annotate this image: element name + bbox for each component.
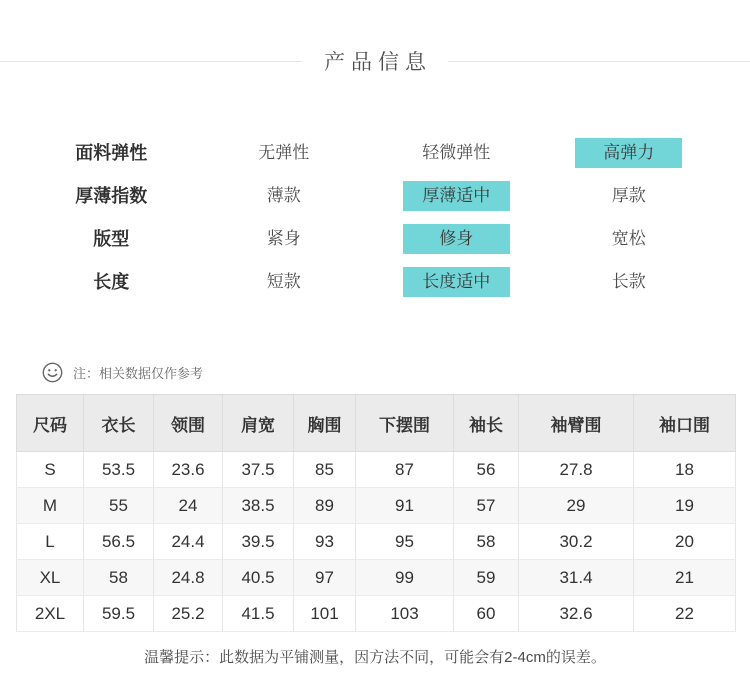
attribute-option <box>198 181 371 211</box>
size-table-header-cell: 袖臂围 <box>519 395 634 452</box>
size-table-cell: 18 <box>634 452 736 488</box>
attribute-option-text: 薄款 <box>266 186 301 205</box>
size-table-row <box>17 524 736 560</box>
size-table-cell: 60 <box>454 596 519 632</box>
attribute-option-selected <box>370 224 543 254</box>
attribute-label: 长度 <box>93 272 130 292</box>
size-table-cell: 24 <box>154 488 223 524</box>
attribute-label: 厚薄指数 <box>75 186 148 206</box>
size-table-cell: 58 <box>84 560 154 596</box>
attribute-option-text: 厚款 <box>611 186 646 205</box>
size-table-cell: 37.5 <box>223 452 294 488</box>
section-title: 产品信息 <box>324 51 432 74</box>
size-table-cell: 93 <box>294 524 356 560</box>
size-table-cell: 87 <box>356 452 454 488</box>
size-table-cell: 38.5 <box>223 488 294 524</box>
size-table-row <box>17 596 736 632</box>
size-table-cell: M <box>17 488 84 524</box>
size-table-cell: 58 <box>454 524 519 560</box>
attribute-row <box>25 181 715 211</box>
size-table-cell: 40.5 <box>223 560 294 596</box>
size-table-row <box>17 560 736 596</box>
size-table <box>16 394 736 632</box>
size-table-cell: 30.2 <box>519 524 634 560</box>
size-table-header-cell: 领围 <box>154 395 223 452</box>
title-line-left <box>0 61 302 62</box>
size-table-header-cell: 肩宽 <box>223 395 294 452</box>
size-table-cell: 103 <box>356 596 454 632</box>
size-table-cell: 101 <box>294 596 356 632</box>
size-table-cell: 19 <box>634 488 736 524</box>
attribute-option-text: 高弹力 <box>575 138 682 168</box>
smiley-icon <box>42 362 63 383</box>
size-table-cell: 2XL <box>17 596 84 632</box>
reference-note <box>42 362 750 383</box>
attribute-option-text: 长款 <box>611 272 646 291</box>
size-table-cell: S <box>17 452 84 488</box>
measurement-tip: 温馨提示：此数据为平铺测量，因方法不同，可能会有2-4cm的误差。 <box>144 649 606 666</box>
size-table-header-cell: 胸围 <box>294 395 356 452</box>
attribute-option-text: 厚薄适中 <box>403 181 510 211</box>
size-table-cell: 41.5 <box>223 596 294 632</box>
attribute-option-text: 修身 <box>403 224 510 254</box>
attribute-row <box>25 267 715 297</box>
size-table-cell: 56.5 <box>84 524 154 560</box>
attribute-label: 版型 <box>93 229 130 249</box>
attribute-option-text: 无弹性 <box>258 143 310 162</box>
attribute-option <box>543 181 716 211</box>
size-table-cell: 59.5 <box>84 596 154 632</box>
size-table-cell: 23.6 <box>154 452 223 488</box>
size-table-cell: 39.5 <box>223 524 294 560</box>
size-table-cell: 29 <box>519 488 634 524</box>
size-table-cell: 99 <box>356 560 454 596</box>
title-line-right <box>448 61 750 62</box>
attribute-option <box>198 138 371 168</box>
size-table-cell: 24.8 <box>154 560 223 596</box>
size-table-cell: 97 <box>294 560 356 596</box>
attribute-option-text: 长度适中 <box>403 267 510 297</box>
size-table-cell: 22 <box>634 596 736 632</box>
size-table-cell: 55 <box>84 488 154 524</box>
attribute-option-text: 轻微弹性 <box>422 143 491 162</box>
size-table-header-cell: 衣长 <box>84 395 154 452</box>
size-table-cell: L <box>17 524 84 560</box>
size-table-header-row <box>17 395 736 452</box>
size-table-cell: 25.2 <box>154 596 223 632</box>
size-table-cell: 21 <box>634 560 736 596</box>
attribute-option-selected <box>543 138 716 168</box>
size-table-header-cell: 下摆围 <box>356 395 454 452</box>
size-table-cell: XL <box>17 560 84 596</box>
size-table-header-cell: 袖口围 <box>634 395 736 452</box>
attribute-row <box>25 138 715 168</box>
attribute-label: 面料弹性 <box>75 143 148 163</box>
size-table-row <box>17 488 736 524</box>
size-table-header-cell: 尺码 <box>17 395 84 452</box>
attribute-option-selected <box>370 181 543 211</box>
attribute-option-text: 短款 <box>266 272 301 291</box>
attribute-option <box>543 224 716 254</box>
size-table-cell: 31.4 <box>519 560 634 596</box>
size-table-cell: 56 <box>454 452 519 488</box>
attribute-row <box>25 224 715 254</box>
attribute-option <box>198 267 371 297</box>
size-table-header-cell: 袖长 <box>454 395 519 452</box>
size-table-cell: 24.4 <box>154 524 223 560</box>
size-table-cell: 85 <box>294 452 356 488</box>
product-attributes <box>25 138 715 297</box>
size-table-cell: 32.6 <box>519 596 634 632</box>
size-table-cell: 57 <box>454 488 519 524</box>
attribute-option-selected <box>370 267 543 297</box>
size-table-cell: 59 <box>454 560 519 596</box>
size-table-row <box>17 452 736 488</box>
section-title-divider <box>0 0 750 76</box>
size-table-cell: 91 <box>356 488 454 524</box>
attribute-option-text: 宽松 <box>611 229 646 248</box>
size-table-cell: 95 <box>356 524 454 560</box>
attribute-option <box>370 138 543 168</box>
attribute-option <box>198 224 371 254</box>
size-table-cell: 53.5 <box>84 452 154 488</box>
attribute-option-text: 紧身 <box>266 229 301 248</box>
attribute-option <box>543 267 716 297</box>
size-table-cell: 27.8 <box>519 452 634 488</box>
size-table-cell: 20 <box>634 524 736 560</box>
size-table-cell: 89 <box>294 488 356 524</box>
reference-note-text: 注：相关数据仅作参考 <box>73 366 204 381</box>
